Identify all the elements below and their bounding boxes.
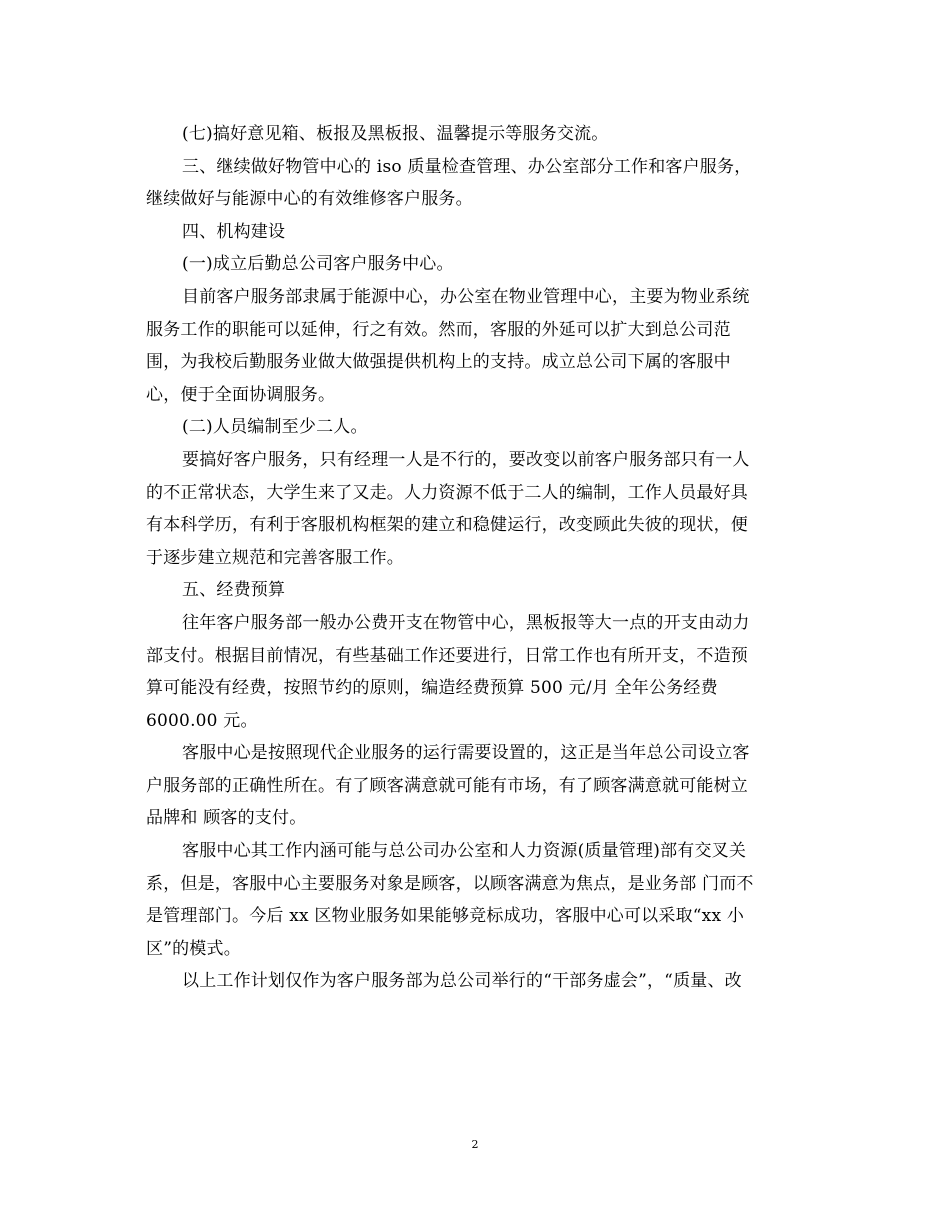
text-line: 户服务部的正确性所在。有了顾客满意就可能有市场，有了顾客满意就可能树立 [146, 775, 748, 796]
section-heading: 五、经费预算 [182, 580, 286, 601]
text-line: 系，但是，客服中心主要服务对象是顾客，以顾客满意为焦点，是业务部 门而不 [146, 873, 754, 894]
text-line: 部支付。根据目前情况，有些基础工作还要进行，日常工作也有所开支，不造预 [146, 645, 748, 666]
page-number: 2 [471, 1138, 479, 1151]
subsection-heading: (二)人员编制至少二人。 [182, 417, 368, 438]
text-line: (七)搞好意见箱、板报及黑板报、温馨提示等服务交流。 [182, 124, 609, 144]
text-line: 三、继续做好物管中心的 iso 质量检查管理、办公室部分工作和客户服务， [182, 156, 752, 177]
text-line: 于逐步建立规范和完善客服工作。 [146, 547, 404, 568]
text-line: 是管理部门。今后 xx 区物业服务如果能够竞标成功，客服中心可以采取“xx 小 [146, 906, 745, 927]
text-line: 客服中心其工作内涵可能与总公司办公室和人力资源(质量管理)部有交叉关 [182, 841, 747, 862]
document-body [146, 118, 806, 998]
subsection-heading: (一)成立后勤总公司客户服务中心。 [182, 254, 454, 275]
text-line: 算可能没有经费，按照节约的原则，编造经费预算 500 元/月 全年公务经费 [146, 678, 718, 699]
text-line: 客服中心是按照现代企业服务的运行需要设置的，这正是当年总公司设立客 [182, 743, 750, 764]
text-line: 心，便于全面协调服务。 [146, 384, 336, 405]
text-line: 6000.00 元。 [146, 710, 258, 731]
text-line: 继续做好与能源中心的有效维修客户服务。 [146, 189, 473, 210]
text-line: 有本科学历，有利于客服机构框架的建立和稳健运行，改变顾此失彼的现状，便 [146, 515, 748, 536]
text-line: 服务工作的职能可以延伸，行之有效。然而，客服的外延可以扩大到总公司范 [146, 319, 731, 340]
text-line: 围，为我校后勤服务业做大做强提供机构上的支持。成立总公司下属的客服中 [146, 352, 731, 373]
text-line: 要搞好客户服务，只有经理一人是不行的，要改变以前客户服务部只有一人 [182, 449, 750, 470]
section-heading: 四、机构建设 [182, 221, 286, 242]
text-line: 以上工作计划仅作为客户服务部为总公司举行的“干部务虚会”，“质量、改 [182, 971, 742, 992]
text-line: 区”的模式。 [146, 938, 241, 959]
text-line: 品牌和 顾客的支付。 [146, 808, 307, 829]
text-line: 目前客户服务部隶属于能源中心，办公室在物业管理中心，主要为物业系统 [182, 286, 750, 307]
text-line: 往年客户服务部一般办公费开支在物管中心，黑板报等大一点的开支由动力 [182, 612, 750, 633]
text-line: 的不正常状态，大学生来了又走。人力资源不低于二人的编制，工作人员最好具 [146, 482, 748, 503]
